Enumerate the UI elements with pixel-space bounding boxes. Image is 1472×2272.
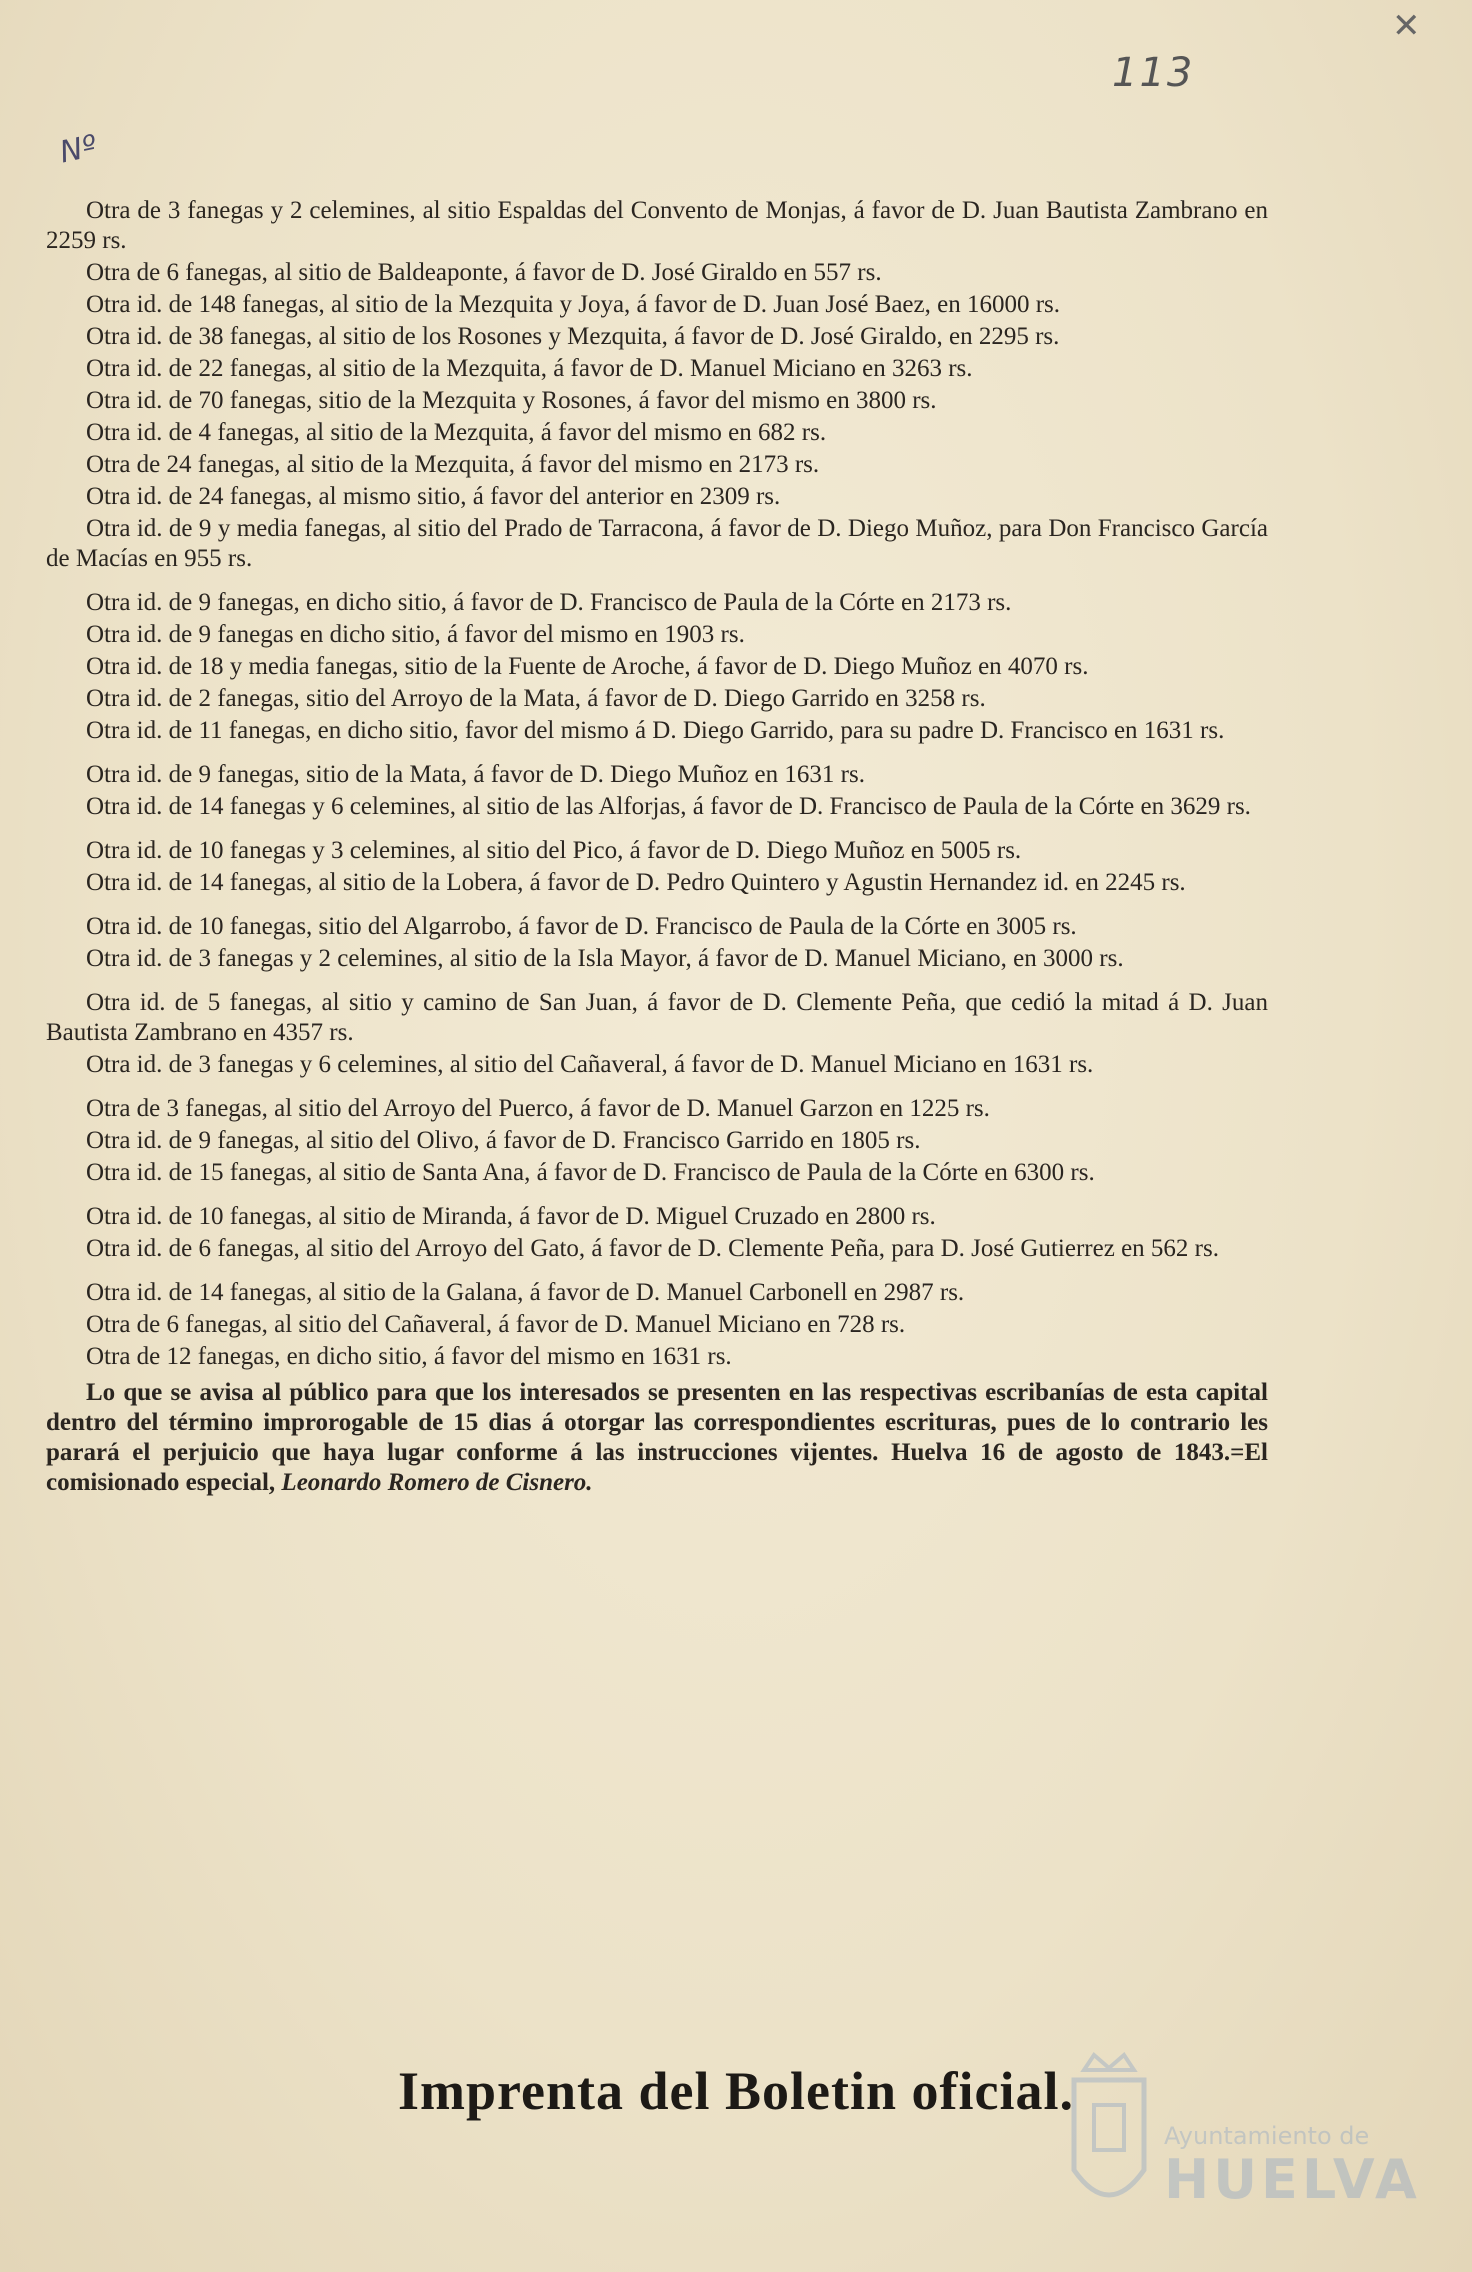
entry-paragraph: Otra id. de 10 fanegas y 3 celemines, al sitio del Pico, á favor de D. Diego Muñoz en 5005 rs. <box>86 837 1022 864</box>
entry-paragraph: Otra id. de 15 fanegas, al sitio de Santa Ana, á favor de D. Francisco de Paula de la Córte en 6300 rs. <box>86 1159 1095 1186</box>
entry-paragraph: Otra id. de 11 fanegas, en dicho sitio, favor del mismo á D. Diego Garrido, para su padre D. Francisco en 1631 rs. <box>86 717 1225 744</box>
entry-paragraph: Otra id. de 2 fanegas, sitio del Arroyo de la Mata, á favor de D. Diego Garrido en 3258 rs. <box>86 685 986 712</box>
entry-paragraph: Otra de 24 fanegas, al sitio de la Mezquita, á favor del mismo en 2173 rs. <box>86 451 820 478</box>
entry-paragraph: Otra id. de 9 fanegas en dicho sitio, á favor del mismo en 1903 rs. <box>86 621 745 648</box>
entry-paragraph: Otra id. de 3 fanegas y 6 celemines, al sitio del Cañaveral, á favor de D. Manuel Miciano en 1631 rs. <box>86 1051 1094 1078</box>
entry-paragraph: Otra id. de 9 fanegas, en dicho sitio, á favor de D. Francisco de Paula de la Córte en 2173 rs. <box>86 589 1012 616</box>
watermark <box>1054 2050 1421 2240</box>
entry-paragraph: Otra id. de 6 fanegas, al sitio del Arroyo del Gato, á favor de D. Clemente Peña, para D. José Gutierrez en 562 rs. <box>86 1235 1219 1262</box>
closing-paragraph <box>46 1378 1268 1498</box>
entry-paragraph: Otra id. de 9 y media fanegas, al sitio del Prado de Tarracona, á favor de D. Diego Muñoz, para Don Francisco García de Macías en 955 rs. <box>46 515 1268 572</box>
entry-paragraph: Otra id. de 5 fanegas, al sitio y camino de San Juan, á favor de D. Clemente Peña, que cedió la mitad á D. Juan Bautista Zambrano en 4357 rs. <box>46 989 1268 1046</box>
entry-paragraph: Otra de 6 fanegas, al sitio del Cañaveral, á favor de D. Manuel Miciano en 728 rs. <box>86 1311 906 1338</box>
corner-mark: ✕ <box>1392 6 1421 46</box>
entry-paragraph: Otra de 6 fanegas, al sitio de Baldeaponte, á favor de D. José Giraldo en 557 rs. <box>86 259 882 286</box>
entry-paragraph: Otra id. de 14 fanegas, al sitio de la Galana, á favor de D. Manuel Carbonell en 2987 rs. <box>86 1279 965 1306</box>
entry-paragraph: Otra id. de 10 fanegas, al sitio de Miranda, á favor de D. Miguel Cruzado en 2800 rs. <box>86 1203 936 1230</box>
entry-paragraph: Otra id. de 14 fanegas, al sitio de la Lobera, á favor de D. Pedro Quintero y Agustin Hernandez id. en 2245 rs. <box>86 869 1186 896</box>
body-text <box>46 196 1268 1523</box>
coat-of-arms-icon <box>1064 2050 1154 2230</box>
entry-paragraph: Otra id. de 38 fanegas, al sitio de los Rosones y Mezquita, á favor de D. José Giraldo, en 2295 rs. <box>86 323 1060 350</box>
handwritten-note: Nº <box>56 128 100 171</box>
entry-paragraph: Otra id. de 4 fanegas, al sitio de la Mezquita, á favor del mismo en 682 rs. <box>86 419 827 446</box>
entry-paragraph: Otra id. de 3 fanegas y 2 celemines, al sitio de la Isla Mayor, á favor de D. Manuel Miciano, en 3000 rs. <box>86 945 1124 972</box>
entry-paragraph: Otra id. de 18 y media fanegas, sitio de la Fuente de Aroche, á favor de D. Diego Muñoz en 4070 rs. <box>86 653 1089 680</box>
watermark-line1: Ayuntamiento de <box>1164 2122 1370 2150</box>
entry-paragraph: Otra id. de 9 fanegas, sitio de la Mata, á favor de D. Diego Muñoz en 1631 rs. <box>86 761 865 788</box>
imprint-line: Imprenta del Boletin oficial. <box>398 2061 1074 2121</box>
entry-paragraph: Otra de 3 fanegas y 2 celemines, al sitio Espaldas del Convento de Monjas, á favor de D. Juan Bautista Zambrano en 2259 rs. <box>46 197 1268 254</box>
entry-paragraph: Otra id. de 24 fanegas, al mismo sitio, á favor del anterior en 2309 rs. <box>86 483 781 510</box>
entry-paragraph: Otra id. de 148 fanegas, al sitio de la Mezquita y Joya, á favor de D. Juan José Baez, en 16000 rs. <box>86 291 1061 318</box>
entry-paragraph: Otra id. de 10 fanegas, sitio del Algarrobo, á favor de D. Francisco de Paula de la Córte en 3005 rs. <box>86 913 1077 940</box>
entry-paragraph: Otra id. de 22 fanegas, al sitio de la Mezquita, á favor de D. Manuel Miciano en 3263 rs. <box>86 355 973 382</box>
watermark-line2: HUELVA <box>1164 2148 1421 2211</box>
entry-paragraph: Otra de 3 fanegas, al sitio del Arroyo del Puerco, á favor de D. Manuel Garzon en 1225 rs. <box>86 1095 990 1122</box>
entry-paragraph: Otra id. de 14 fanegas y 6 celemines, al sitio de las Alforjas, á favor de D. Francisco de Paula de la Córte en 3629 rs. <box>86 793 1251 820</box>
entry-list <box>46 196 1268 1372</box>
signature: Leonardo Romero de Cisnero. <box>281 1469 593 1496</box>
entry-paragraph: Otra id. de 70 fanegas, sitio de la Mezquita y Rosones, á favor del mismo en 3800 rs. <box>86 387 937 414</box>
closing-text: Lo que se avisa al público para que los interesados se presenten en las respectivas escribanías de esta capital dentro del término improrogable de 15 dias á otorgar las correspondientes escrituras, pues de lo contrario les parará el perjuicio que haya lugar conforme á las instrucciones vijentes. Huelva 16 de agosto de 1843.=El comisionado especial, <box>46 1379 1268 1496</box>
entry-paragraph: Otra id. de 9 fanegas, al sitio del Olivo, á favor de D. Francisco Garrido en 1805 rs. <box>86 1127 921 1154</box>
folio-number: 113 <box>1112 50 1195 96</box>
entry-paragraph: Otra de 12 fanegas, en dicho sitio, á favor del mismo en 1631 rs. <box>86 1343 732 1370</box>
